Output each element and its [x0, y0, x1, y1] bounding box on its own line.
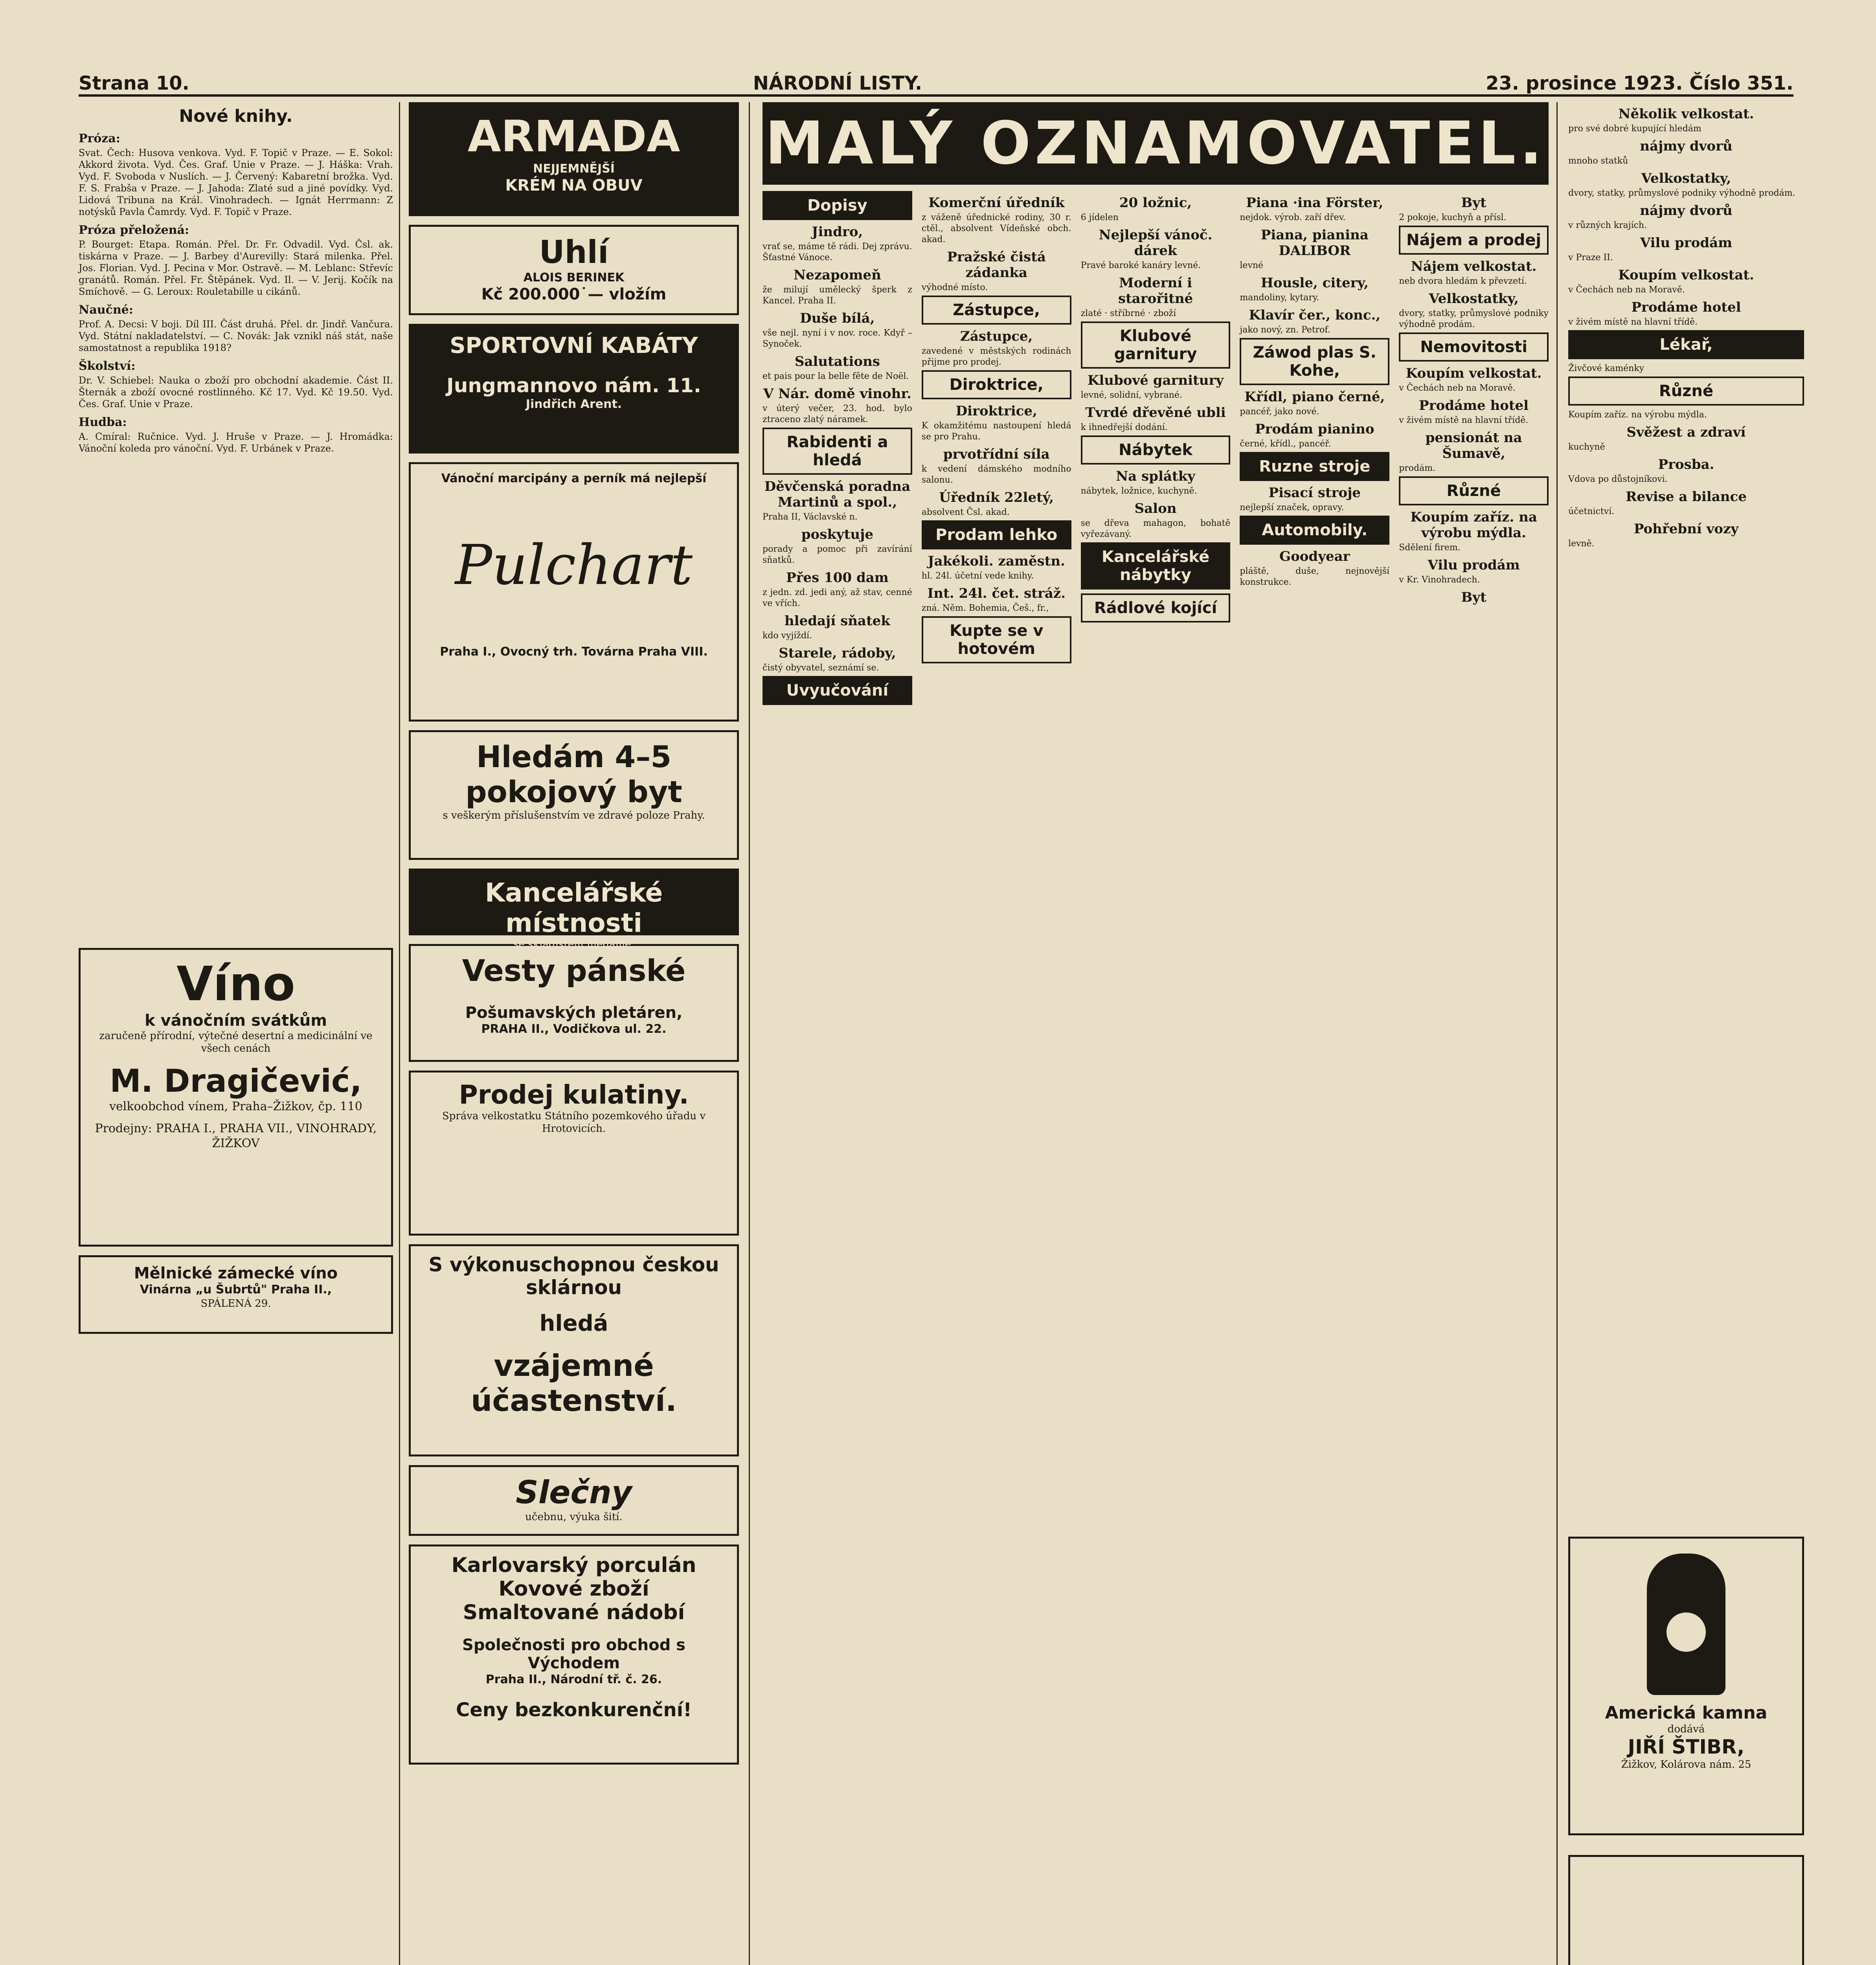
- page-header: [79, 59, 1793, 97]
- ad-heading: Byt: [1461, 195, 1486, 211]
- ad-line: Ceny bezkonkurenční!: [456, 1699, 692, 1721]
- ad-heading: Nejlepší vánoč. dárek: [1099, 227, 1213, 259]
- category-box: Různé: [1568, 376, 1804, 406]
- ad-heading: Diroktrice,: [955, 403, 1037, 419]
- book-section: [79, 359, 393, 410]
- ad-heading: Vilu prodám: [1640, 235, 1733, 251]
- ad-heading: Duše bílá,: [800, 310, 875, 326]
- ad-heading: Úředník 22letý,: [939, 490, 1054, 505]
- ad-line: Pošumavských pletáren,: [465, 1004, 683, 1022]
- ad-text: v Kr. Vinohradech.: [1399, 575, 1480, 585]
- ad-text: dvory, statky, průmyslové podniky výhodně prodám.: [1568, 188, 1795, 198]
- ad-title: SPORTOVNÍ KABÁTY: [450, 333, 698, 358]
- ad-line: Společnosti pro obchod s Východem: [462, 1636, 685, 1672]
- brand-logo: Pulchart: [455, 533, 693, 597]
- ad-text: Pravé baroké kanáry levné.: [1080, 261, 1201, 270]
- book-section: [79, 303, 393, 354]
- yearbook-ad: [1568, 1855, 1804, 1965]
- ad-text: v Čechách neb na Moravě.: [1399, 383, 1516, 393]
- issue-date: 23. prosince 1923. Číslo 351.: [1485, 72, 1793, 94]
- ad-heading: Prosba.: [1658, 457, 1714, 472]
- ad-line: Jindřich Arent.: [526, 397, 622, 411]
- ad-text: k ihnedřejší dodání.: [1080, 422, 1168, 432]
- ad-text: Praha II, Václavské n.: [763, 512, 858, 522]
- ad-text: v živém místě na hlavní třídě.: [1399, 415, 1529, 425]
- ad-text: K okamžitému nastoupení hledá se pro Prahu.: [921, 421, 1071, 442]
- ad-line: s veškerým příslušenstvím ve zdravé poloze Prahy.: [443, 810, 705, 821]
- ad-heading: Prodáme hotel: [1419, 398, 1529, 413]
- category-box: Rabidenti a hledá: [763, 428, 912, 475]
- category-box: Zástupce,: [922, 296, 1071, 325]
- ad-heading: Nájem velkostat.: [1411, 259, 1537, 274]
- ad-line: Žižkov, Kolárova nám. 25: [1621, 1759, 1751, 1770]
- ad-line: velkoobchod vínem, Praha–Žižkov, čp. 110: [109, 1100, 362, 1113]
- timber-sale-ad: [409, 1071, 739, 1236]
- category-box: Záwod plas S. Kohe,: [1240, 338, 1389, 385]
- ad-heading: pensionát na Šumavě,: [1425, 430, 1522, 461]
- ad-heading: Koupím velkostat.: [1406, 365, 1542, 381]
- ad-text: porady a pomoc při zavírání sňatků.: [763, 544, 912, 565]
- ad-heading: Pisací stroje: [1268, 485, 1361, 501]
- ad-heading: nájmy dvorů: [1640, 203, 1733, 219]
- ad-text: levně.: [1568, 539, 1595, 549]
- ad-text: kdo vyjíždí.: [763, 631, 812, 641]
- category-box: Uvyučování: [763, 676, 912, 705]
- ad-line: ALOIS BERINEK: [523, 271, 625, 285]
- ad-line: se skladištěm hledáme.: [513, 938, 634, 950]
- category-box: Rádlové kojící: [1081, 593, 1231, 623]
- ad-text: v různých krajích.: [1568, 220, 1647, 230]
- ad-text: zná. Něm. Bohemia, Češ., fr.,: [921, 603, 1049, 613]
- ad-line: Kč 200.000˙— vložím: [481, 285, 667, 303]
- category-box: Diroktrice,: [922, 370, 1071, 399]
- ad-text: levné, solidní, vybrané.: [1080, 390, 1182, 400]
- ad-heading: Komerční úředník: [928, 195, 1065, 211]
- glassworks-ad: [409, 1244, 739, 1456]
- ad-text: dvory, statky, průmyslové podniky výhodně prodám.: [1399, 309, 1549, 329]
- books-heading: Nové knihy.: [179, 106, 293, 126]
- ad-heading: Svěžest a zdraví: [1626, 424, 1746, 440]
- ad-heading: Int. 24l. čet. stráž.: [927, 586, 1066, 601]
- ad-heading: Na splátky: [1116, 468, 1195, 484]
- ad-text: vše nejl. nyní i v nov. roce. Kdyř – Synoček.: [763, 328, 912, 349]
- classified-column: [763, 191, 912, 709]
- ad-text: prodám.: [1399, 463, 1436, 473]
- ad-text: mnoho statků: [1568, 156, 1628, 166]
- ad-heading: Pražské čistá zádanka: [947, 249, 1046, 281]
- ad-title: Slečny: [516, 1474, 632, 1511]
- ad-heading: Prodám pianino: [1255, 421, 1374, 437]
- ad-heading: 20 ložnic,: [1119, 195, 1192, 211]
- ad-line: KRÉM NA OBUV: [505, 176, 643, 195]
- classified-column: [922, 191, 1071, 709]
- ad-heading: Starele, rádoby,: [779, 645, 896, 661]
- ad-text: v úterý večer, 23. hod. bylo ztraceno zlatý náramek.: [763, 404, 912, 424]
- category-box: Nájem a prodej: [1399, 226, 1549, 255]
- ad-heading: hledají sňatek: [784, 613, 890, 629]
- ad-heading: poskytuje: [801, 527, 874, 542]
- category-box: Prodam lehko: [922, 520, 1071, 549]
- sewing-ad: [409, 1465, 739, 1536]
- classified-column: [1399, 191, 1549, 709]
- section-text: Svat. Čech: Husova venkova. Vyd. F. Topič v Praze. — E. Sokol: Akkord života. Vyd. Čes. Graf. Unie v Praze. — J. Háška: Vrah. Vyd. F. Svoboda v Nuslích. — J. Červený: Kabaretní brožka. Vyd. F. S. Frabša v Praze. — J. Jahoda: Zlaté sud a jiné povídky. Vyd. Lidová Tribuna na Král. Vinohradech. — Ignát Herrmann: Z notýsků Pavla Čamrdy. Vyd. F. Topič v Praze.: [79, 147, 393, 217]
- section-text: Prof. A. Decsi: V boji. Díl III. Část druhá. Přel. dr. Jindř. Vančura. Vyd. Státní nakladatelství. — C. Novák: Jak vznikl náš stát, naše samostatnost a republika 1918?: [79, 319, 393, 353]
- ad-line: Kovové zboží: [498, 1577, 649, 1601]
- book-section: [79, 132, 393, 218]
- ads-column: [409, 102, 739, 1965]
- ad-heading: Pohřební vozy: [1633, 521, 1739, 537]
- category-box: Dopisy: [763, 191, 912, 220]
- ad-line: učebnu, výuka šití.: [525, 1511, 623, 1523]
- ad-text: z jedn. zd. jedi aný, až stav, cenné ve vřích.: [763, 588, 912, 608]
- classifieds-section: [763, 102, 1549, 1965]
- ad-line: Praha II., Národní tř. č. 26.: [485, 1673, 662, 1686]
- column-rule: [399, 102, 400, 1965]
- ad-text: čistý obyvatel, seznámí se.: [763, 663, 879, 673]
- ad-heading: Salon: [1134, 501, 1177, 516]
- ad-text: 2 pokoje, kuchyň a přísl.: [1399, 213, 1507, 222]
- ad-line: Vinárna „u Šubrtů" Praha II.,: [140, 1283, 332, 1297]
- section-title: Naučné:: [79, 303, 133, 317]
- ad-line: Jungmannovo nám. 11.: [446, 374, 701, 397]
- ad-text: et pais pour la belle fête de Noël.: [763, 371, 909, 381]
- ad-heading: Několik velkostat.: [1618, 106, 1754, 122]
- ad-line: dodává: [1667, 1723, 1705, 1735]
- classified-column: [1240, 191, 1389, 709]
- ad-title: Mělnické zámecké víno: [134, 1264, 338, 1282]
- ad-text: pancéř, jako nové.: [1240, 407, 1319, 417]
- ad-text: kuchyně: [1568, 442, 1605, 452]
- ad-heading: Tvrdé dřevěné ubli: [1085, 405, 1226, 421]
- ad-heading: nájmy dvorů: [1640, 138, 1733, 154]
- ad-heading: Děvčenská poradna Martinů a spol.,: [764, 479, 911, 510]
- category-box: Kancelářské nábytky: [1081, 542, 1231, 590]
- ad-line: Praha I., Ovocný trh. Továrna Praha VIII.: [440, 645, 708, 659]
- ad-heading: Velkostatky,: [1429, 291, 1519, 307]
- porcelain-ad: [409, 1544, 739, 1765]
- wine-ad: [79, 948, 393, 1247]
- ad-text: se dřeva mahagon, bohatě vyřezávaný.: [1080, 518, 1231, 539]
- section-text: A. Cmíral: Ručnice. Vyd. J. Hruše v Praze. — J. Hromádka: Vánoční koleda pro vánoční. Vyd. F. Urbánek v Praze.: [79, 431, 393, 454]
- column-rule: [749, 102, 750, 1965]
- ad-heading: Klavír čer., konc.,: [1249, 307, 1381, 323]
- ad-line: Prodejny: PRAHA I., PRAHA VII., VINOHRADY, ŽIŽKOV: [95, 1122, 377, 1150]
- ad-heading: Jindro,: [812, 224, 863, 240]
- ad-title: S výkonuschopnou českou sklárnou: [428, 1253, 719, 1299]
- ad-line: zaručeně přírodní, výtečné desertní a medicinální ve všech cenách: [99, 1030, 373, 1054]
- ad-heading: Vilu prodám: [1428, 557, 1520, 573]
- section-title: Školství:: [79, 359, 136, 373]
- ad-heading: Velkostatky,: [1641, 171, 1731, 186]
- section-text: P. Bourget: Etapa. Román. Přel. Dr. Fr. Odvadil. Vyd. Čsl. ak. tiskárna v Praze. — J. Barbey d'Aurevilly: Stará milenka. Přel. Jos. Florian. Vyd. J. Pecina v Mor. Ostravě. — M. Leblanc: Střevíc granátů. Román. Přel. Fr. Štěpánek. Vyd. Il. — V. Jerij. Kočík na Smíchově. — G. Leroux: Rouletabille u cikánů.: [79, 239, 393, 297]
- ad-title: Vesty pánské: [462, 953, 686, 988]
- melnik-wine-ad: [79, 1255, 393, 1334]
- ad-text: v Čechách neb na Moravě.: [1568, 285, 1685, 295]
- ad-heading: Salutations: [794, 354, 880, 369]
- ad-text: z váženě úřednické rodiny, 30 r. ctěl., absolvent Vídeňské obch. akad.: [921, 213, 1071, 244]
- pulchart-ad: [409, 462, 739, 722]
- ad-line: Smaltované nádobí: [463, 1601, 685, 1624]
- ad-heading: Křídl, piano černé,: [1244, 389, 1385, 405]
- book-section: [79, 415, 393, 454]
- ad-heading: Přes 100 dam: [786, 570, 889, 586]
- ad-line: vzájemné účastenství.: [471, 1348, 677, 1418]
- ad-heading: Koupím zaříz. na výrobu mýdla.: [1410, 509, 1537, 541]
- ad-heading: Klubové garnitury: [1087, 373, 1224, 388]
- ad-text: neb dvora hledám k převzetí.: [1399, 276, 1527, 286]
- ad-title: Prodej kulatiny.: [459, 1080, 689, 1110]
- text-filler: [79, 457, 393, 948]
- ad-heading: Byt: [1461, 590, 1486, 605]
- sport-jackets-ad: [409, 324, 739, 454]
- stove-ad: [1568, 1537, 1804, 1835]
- ad-text: pláště, duše, nejnovější konstrukce.: [1240, 566, 1390, 587]
- ad-text: že milují umělecký šperk z Kancel. Praha II.: [763, 285, 912, 306]
- ad-line: M. Dragičević,: [110, 1063, 362, 1099]
- office-rooms-ad: [409, 869, 739, 950]
- ad-heading: Nezapomeň: [793, 267, 881, 283]
- ad-text: Koupím zaříz. na výrobu mýdla.: [1568, 410, 1707, 420]
- page-number: Strana 10.: [79, 72, 189, 94]
- ad-line: JIŘÍ ŠTIBR,: [1628, 1735, 1745, 1758]
- vests-ad: [409, 944, 739, 1062]
- ad-text: pro své dobré kupující hledám: [1568, 124, 1701, 134]
- classified-columns: [763, 191, 1549, 709]
- ad-title: Hledám 4–5 pokojový byt: [465, 739, 682, 809]
- ad-heading: Piana, pianina DALIBOR: [1260, 227, 1369, 259]
- coal-ad: [409, 225, 739, 315]
- ad-heading: Koupím velkostat.: [1618, 267, 1754, 283]
- armada-ad: [409, 102, 739, 216]
- category-box: Klubové garnitury: [1081, 321, 1231, 369]
- category-box: Kupte se v hotovém: [922, 616, 1071, 663]
- ad-text: vrať se, máme tě rádi. Dej zprávu. Šťastné Vánoce.: [763, 242, 912, 263]
- ad-line: SPÁLENÁ 29.: [200, 1298, 271, 1309]
- ad-text: absolvent Čsl. akad.: [921, 507, 1010, 517]
- ad-text: k vedení dámského modního salonu.: [921, 464, 1071, 485]
- ad-heading: Zástupce,: [960, 329, 1033, 344]
- ad-text: Sdělení firem.: [1399, 543, 1461, 553]
- ad-title: Uhlí: [539, 234, 609, 270]
- book-sections: [79, 132, 393, 454]
- category-box: Nemovitosti: [1399, 332, 1549, 362]
- ad-title: Víno: [176, 957, 295, 1012]
- section-title: Próza:: [79, 132, 120, 145]
- ad-heading: prvotřídní síla: [943, 446, 1050, 462]
- ad-text: nejlepší značek, opravy.: [1240, 503, 1344, 512]
- category-box: Ruzne stroje: [1240, 452, 1389, 481]
- flat-wanted-ad: [409, 730, 739, 860]
- section-title: Próza přeložená:: [79, 223, 189, 237]
- ad-text: hl. 24l. účetní vede knihy.: [921, 571, 1034, 581]
- ad-line: k vánočním svátkům: [145, 1012, 327, 1030]
- ad-text: nábytek, ložnice, kuchyně.: [1080, 486, 1197, 496]
- ad-heading: Housle, citery,: [1260, 275, 1369, 291]
- ad-heading: Moderní i starořitné: [1118, 275, 1193, 307]
- section-text: Dr. V. Schiebel: Nauka o zboží pro obchodní akademie. Část II. Šternák a zboží ovocné rostlinného. Kč 17. Vyd. Kč 19.50. Vyd. Čes. Graf. Unie v Praze.: [79, 375, 393, 410]
- ad-text: v Praze II.: [1568, 253, 1613, 263]
- ad-text: nejdok. výrob. zaří dřev.: [1240, 213, 1346, 222]
- right-classifieds-column: [1568, 102, 1804, 1965]
- book-section: [79, 223, 393, 298]
- ad-text: Živčové kaménky: [1568, 364, 1644, 373]
- ad-text: levné: [1240, 261, 1264, 270]
- ad-heading: V Nár. domě vinohr.: [763, 386, 911, 402]
- ad-text: výhodné místo.: [921, 283, 988, 292]
- ad-text: zavedené v městských rodinách přijme pro prodej.: [921, 346, 1071, 367]
- ad-text: jako nový, zn. Petrof.: [1240, 325, 1330, 335]
- category-box: Lékař,: [1568, 330, 1804, 359]
- ad-text: účetnictví.: [1568, 507, 1615, 516]
- ad-heading: Prodáme hotel: [1631, 299, 1741, 315]
- ad-title: Karlovarský porculán: [451, 1554, 696, 1577]
- ad-heading: Jakékoli. zaměstn.: [928, 553, 1065, 569]
- books-column: [79, 102, 393, 1965]
- ad-text: v živém místě na hlavní třídě.: [1568, 317, 1698, 327]
- spacer: [1577, 1864, 1795, 1965]
- ad-title: ARMADA: [467, 111, 680, 162]
- ad-text: mandoliny, kytary.: [1240, 293, 1319, 303]
- category-box: Nábytek: [1081, 435, 1231, 465]
- ad-line: NEJJEMNĚJŠÍ: [533, 162, 615, 176]
- ad-heading: Revise a bilance: [1626, 489, 1747, 505]
- ad-title: Kancelářské místnosti: [485, 878, 663, 938]
- ad-text: zlaté · stříbrné · zboží: [1080, 309, 1176, 318]
- ad-text: 6 jídelen: [1080, 213, 1119, 222]
- paper-title: NÁRODNÍ LISTY.: [753, 72, 922, 94]
- ad-line: hledá: [539, 1311, 608, 1336]
- ad-heading: Goodyear: [1279, 549, 1350, 564]
- stove-icon: [1647, 1554, 1725, 1695]
- ad-line: Správa velkostatku Státního pozemkového úřadu v Hrotovicích.: [442, 1110, 706, 1135]
- ad-line: PRAHA II., Vodičkova ul. 22.: [481, 1022, 667, 1036]
- ad-text: černé, křídl., pancéř.: [1240, 439, 1331, 449]
- classified-column: [1081, 191, 1231, 709]
- category-box: Automobily.: [1240, 516, 1389, 545]
- classifieds-masthead: MALÝ OZNAMOVATEL.: [763, 102, 1549, 185]
- section-title: Hudba:: [79, 415, 127, 429]
- ad-title: Vánoční marcipány a perník má nejlepší: [441, 472, 707, 485]
- ad-text: Vdova po důstojníkovi.: [1568, 474, 1668, 484]
- ad-heading: Piana ·ina Förster,: [1246, 195, 1384, 211]
- category-box: Různé: [1399, 476, 1549, 505]
- ad-title: Americká kamna: [1605, 1703, 1768, 1723]
- column-rule: [1556, 102, 1558, 1965]
